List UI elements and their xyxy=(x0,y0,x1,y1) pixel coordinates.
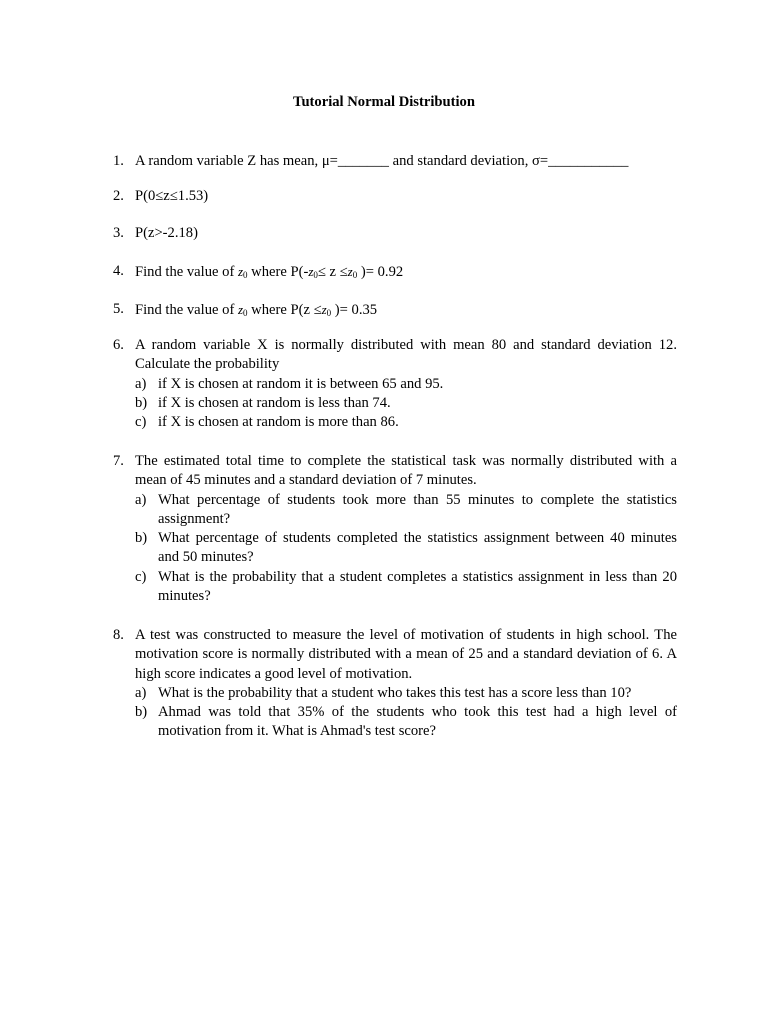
question-number: 2. xyxy=(113,188,124,204)
document-title: Tutorial Normal Distribution xyxy=(293,94,475,110)
text-run: ≤ z ≤ xyxy=(317,264,348,280)
text-run: where P(- xyxy=(247,264,309,280)
text-run: )= 0.35 xyxy=(331,302,378,318)
question-number: 7. xyxy=(113,453,124,469)
question-number: 4. xyxy=(113,263,124,279)
question-number: 5. xyxy=(113,301,124,317)
sub-question-letter: c) xyxy=(135,414,147,431)
sub-question-text: What is the probability that a student who takes this test has a score less than 10? xyxy=(158,684,632,701)
sub-question-letter: a) xyxy=(135,375,147,392)
text-run: Find the value of xyxy=(135,264,238,280)
sub-question-letter: b) xyxy=(135,530,148,547)
text-run: )= 0.92 xyxy=(357,264,404,280)
question-number: 3. xyxy=(113,225,124,241)
sub-question-text: Ahmad was told that 35% of the students who took this test had a high level of motivation from it. What is Ahmad's test score? xyxy=(158,704,677,740)
sub-question-letter: b) xyxy=(135,394,148,411)
question-text: The estimated total time to complete the statistical task was normally distributed with a mean of 45 minutes and a standard deviation of 7 minutes. xyxy=(135,453,677,489)
question-text: P(0≤z≤1.53) xyxy=(135,188,209,204)
question-text: A test was constructed to measure the level of motivation of students in high school. The motivation score is normally distributed with a mean of 25 and a standard deviation of 6. A high score indicates a good level of motivation. xyxy=(135,627,677,682)
question-text: A random variable Z has mean, μ=_______ and standard deviation, σ=___________ xyxy=(135,153,629,169)
sub-question-a xyxy=(135,375,677,394)
sub-question-text: if X is chosen at random it is between 65 and 95. xyxy=(158,375,444,392)
question-2 xyxy=(113,187,677,206)
sub-question-text: What percentage of students completed the statistics assignment between 40 minutes and 50 minutes? xyxy=(158,530,677,566)
question-4 xyxy=(113,262,677,282)
sub-question-letter: a) xyxy=(135,491,147,508)
sub-question-text: What percentage of students took more than 55 minutes to complete the statistics assignment? xyxy=(158,491,677,527)
math-variable: $z_0$ xyxy=(237,302,248,318)
question-3 xyxy=(113,224,677,243)
question-number: 1. xyxy=(113,153,124,169)
question-body xyxy=(135,626,677,742)
sub-question-c xyxy=(135,413,677,432)
question-body xyxy=(135,452,677,606)
sub-question-b xyxy=(135,394,677,413)
sub-question-a xyxy=(135,491,677,530)
sub-question-b xyxy=(135,529,677,568)
question-text xyxy=(135,300,677,320)
sub-question-c xyxy=(135,568,677,607)
text-run: where P(z ≤ xyxy=(247,302,322,318)
math-variable: $z_0$ xyxy=(308,264,318,280)
sub-question-a xyxy=(135,684,677,703)
math-variable: $z_0$ xyxy=(347,264,358,280)
sub-question-text: What is the probability that a student completes a statistics assignment in less than 20 minutes? xyxy=(158,568,677,605)
question-8 xyxy=(113,626,677,742)
question-1 xyxy=(113,152,677,171)
question-text: P(z>-2.18) xyxy=(135,225,198,241)
question-number: 6. xyxy=(113,337,124,353)
sub-question-text: if X is chosen at random is more than 86. xyxy=(158,414,399,431)
math-variable: $z_0$ xyxy=(237,264,248,280)
text-run: Find the value of xyxy=(135,302,238,318)
question-body xyxy=(135,336,677,432)
sub-question-b xyxy=(135,703,677,742)
question-6 xyxy=(113,336,677,432)
question-text: A random variable X is normally distributed with mean 80 and standard deviation 12. Calculate the probability xyxy=(135,337,677,373)
question-7 xyxy=(113,452,677,606)
math-variable: $z_0$ xyxy=(321,302,332,318)
question-5 xyxy=(113,300,677,320)
sub-question-letter: a) xyxy=(135,684,147,701)
question-text xyxy=(135,262,677,282)
sub-question-letter: b) xyxy=(135,704,148,721)
sub-question-letter: c) xyxy=(135,568,147,585)
question-number: 8. xyxy=(113,627,124,643)
sub-question-text: if X is chosen at random is less than 74. xyxy=(158,394,391,411)
